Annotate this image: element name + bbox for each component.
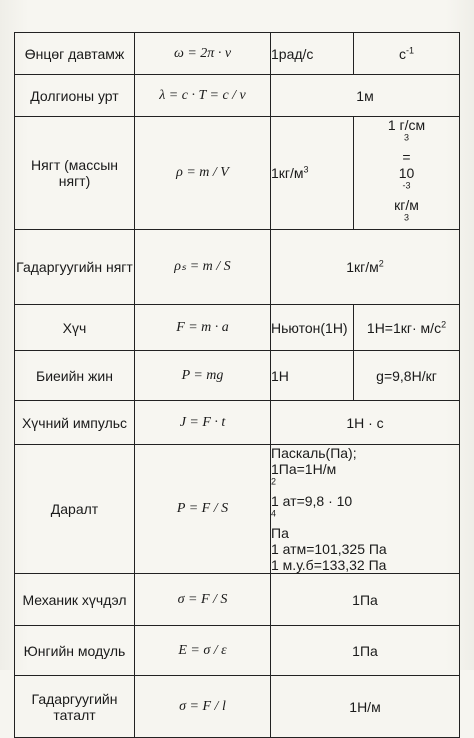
formula: F = m · a	[135, 305, 271, 351]
pressure-units: Паскаль(Па); 1Па=1Н/м $^2$ 1 ат=9,8 · 10 $^4$ Па 1 атм=101,325 Па 1 м.у.б=133,32 Па	[271, 445, 460, 574]
quantity-name: Биеийн жин	[15, 351, 135, 401]
table-row	[15, 351, 460, 401]
quantity-name: Гадаргуугийн таталт	[15, 676, 135, 738]
table-row	[15, 676, 460, 738]
quantity-name: Долгионы урт	[15, 75, 135, 117]
unit-alt: $с^{-1}$	[354, 33, 460, 75]
table-row	[15, 75, 460, 117]
quantity-name: Нягт (массын нягт)	[15, 117, 135, 230]
unit: 1Н/м	[271, 676, 460, 738]
formula: ω = 2π · ν	[135, 33, 271, 75]
formula: σ = F / l	[135, 676, 271, 738]
unit-conversion: 1 г/см $^3$ = 10 $^{-3}$ кг/м $^3$	[354, 117, 460, 230]
quantity-name: Хүч	[15, 305, 135, 351]
formula: P = F / S	[135, 445, 271, 574]
unit: $1кг/м^3$	[271, 117, 354, 230]
formula: λ = c · T = c / ν	[135, 75, 271, 117]
unit: 1Н · с	[271, 401, 460, 445]
quantity-name: Хүчний импульс	[15, 401, 135, 445]
gravity-note: g=9,8Н/кг	[354, 351, 460, 401]
formula: J = F · t	[135, 401, 271, 445]
table-row	[15, 230, 460, 305]
physics-formula-table	[14, 32, 460, 738]
unit: $1кг/м^2$	[271, 230, 460, 305]
table-row	[15, 305, 460, 351]
quantity-name: Өнцөг давтамж	[15, 33, 135, 75]
table-row	[15, 33, 460, 75]
quantity-name: Даралт	[15, 445, 135, 574]
table-row	[15, 445, 460, 574]
unit: 1Па	[271, 626, 460, 676]
unit: 1Па	[271, 574, 460, 626]
formula: P = mg	[135, 351, 271, 401]
formula: ρₛ = m / S	[135, 230, 271, 305]
formula: E = σ / ε	[135, 626, 271, 676]
table-row	[15, 626, 460, 676]
quantity-name: Юнгийн модуль	[15, 626, 135, 676]
unit: 1м	[271, 75, 460, 117]
table-row	[15, 401, 460, 445]
unit: 1рад/с	[271, 33, 354, 75]
formula: σ = F / S	[135, 574, 271, 626]
quantity-name: Гадаргуугийн нягт	[15, 230, 135, 305]
unit: Ньютон(1Н)	[271, 305, 354, 351]
formula: ρ = m / V	[135, 117, 271, 230]
unit-conversion: $1Н=1кг\cdot м/с^2$	[354, 305, 460, 351]
quantity-name: Механик хүчдэл	[15, 574, 135, 626]
table-row	[15, 574, 460, 626]
unit: 1Н	[271, 351, 354, 401]
table-row	[15, 117, 460, 230]
